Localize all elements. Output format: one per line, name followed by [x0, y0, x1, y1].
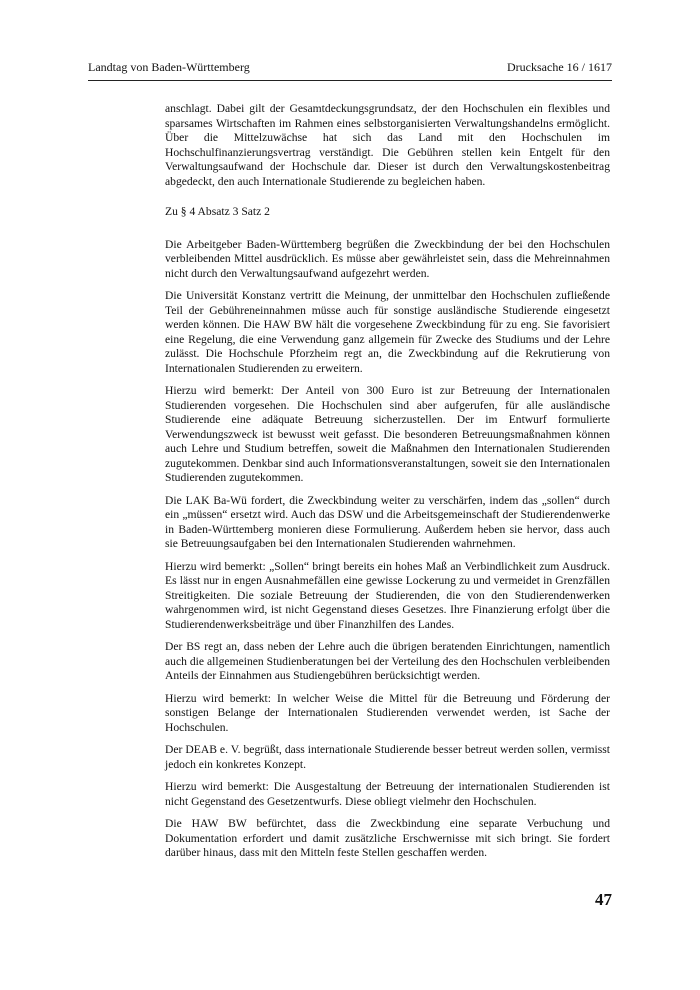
paragraph: Der BS regt an, dass neben der Lehre auch die übrigen beratenden Einrichtungen, namentlich auch die allgemeinen Studienberatungen bei der Verteilung des den Hochschulen verbleibenden Anteils der Einnahmen aus Studiengebühren berücksichtigt werden.	[165, 640, 610, 682]
paragraph: Hierzu wird bemerkt: Die Ausgestaltung der Betreuung der internationalen Studierenden ist nicht Gegenstand des Gesetzentwurfs. Diese obliegt vielmehr den Hochschulen.	[165, 780, 610, 808]
body-text	[165, 102, 610, 869]
page-number: 47	[595, 890, 612, 909]
paragraph: Hierzu wird bemerkt: In welcher Weise die Mittel für die Betreuung und Förderung der sonstigen Belange der Internationalen Studierenden verwendet werden, ist Sache der Hochschulen.	[165, 691, 610, 734]
paragraph: Die Universität Konstanz vertritt die Meinung, der unmittelbar den Hochschulen zufließende Teil der Gebühreneinnahmen müsse auch für sonstige ausländische Studierende eingesetzt werden können. Die HAW BW hält die vorgesehene Zweckbindung für zu eng. Sie favorisiert eine Regelung, die eine Verwendung ganz allgemein für Zwecke des Studiums und der Lehre zulässt. Die Hochschule Pforzheim regt an, die Zweckbindung auf die Rekrutierung von Internationalen Studierenden zu erweitern.	[165, 289, 610, 375]
running-header-left: Landtag von Baden-Württemberg	[88, 60, 250, 74]
paragraph: Die HAW BW befürchtet, dass die Zweckbindung eine separate Verbuchung und Dokumentation erfordert und damit zusätzliche Erschwernisse mit sich bringt. Sie fordert darüber hinaus, dass mit den Mitteln feste Stellen geschaffen werden.	[165, 817, 610, 859]
header-rule	[88, 80, 612, 81]
paragraph: Die Arbeitgeber Baden-Württemberg begrüßen die Zweckbindung der bei den Hochschulen verbleibenden Mittel ausdrücklich. Es müsse aber gewährleistet sein, dass die Mehreinnahmen nicht durch den Verwaltungsaufwand aufgezehrt werden.	[165, 237, 610, 280]
paragraph: Hierzu wird bemerkt: Der Anteil von 300 Euro ist zur Betreuung der Internationalen Studierenden vorgesehen. Die Hochschulen sind aber aufgerufen, für alle ausländische Studierende eine adäquate Betreuung sicherzustellen. Der im Entwurf formulierte Verwendungszweck ist bewusst weit gefasst. Die besonderen Betreuungsmaßnahmen können auch Lehre und Studium betreffen, soweit die Maßnahmen den Internationalen Studierenden zugutekommen. Denkbar sind auch Informationsveranstaltungen, soweit sie den Internationalen Studierenden zugutekommen.	[165, 384, 610, 484]
paragraph: Hierzu wird bemerkt: „Sollen“ bringt bereits ein hohes Maß an Verbindlichkeit zum Ausdruck. Es lässt nur in engen Ausnahmefällen eine gewisse Lockerung zu und vermeidet in Grenzfällen Streitigkeiten. Die soziale Betreuung der Studierenden, die von den Studierendenwerken wahrgenommen wird, ist nicht Gegenstand dieses Gesetzes. Ihre Finanzierung erfolgt über die Studierendenwerksbeiträge und über Finanzhilfen des Landes.	[165, 559, 610, 631]
paragraph: Die LAK Ba-Wü fordert, die Zweckbindung weiter zu verschärfen, indem das „sollen“ durch ein „müssen“ ersetzt wird. Auch das DSW und die Arbeitsgemeinschaft der Studierendenwerke in Baden-Württemberg monieren diese Formulierung. Außerdem heben sie hervor, dass auch sie Betreuungsaufgaben bei den Internationalen Studierenden wahrnehmen.	[165, 493, 610, 550]
paragraph: Der DEAB e. V. begrüßt, dass internationale Studierende besser betreut werden sollen, vermisst jedoch ein konkretes Konzept.	[165, 743, 610, 771]
paragraph: anschlagt. Dabei gilt der Gesamtdeckungsgrundsatz, der den Hochschulen ein flexibles und sparsames Wirtschaften im Rahmen eines selbstorganisierten Verwaltungshandelns ermöglicht. Über die Mittelzuwächse hat sich das Land mit den Hochschulen im Hochschulfinanzierungsvertrag verständigt. Die Gebühren stellen kein Entgelt für den Verwaltungsaufwand der Hochschule dar. Dieser ist durch den Verwaltungskostenbeitrag abgedeckt, den auch Internationale Studierende zu begleichen haben.	[165, 102, 610, 188]
running-header-right: Drucksache 16 / 1617	[507, 60, 612, 74]
section-heading: Zu § 4 Absatz 3 Satz 2	[165, 205, 270, 218]
